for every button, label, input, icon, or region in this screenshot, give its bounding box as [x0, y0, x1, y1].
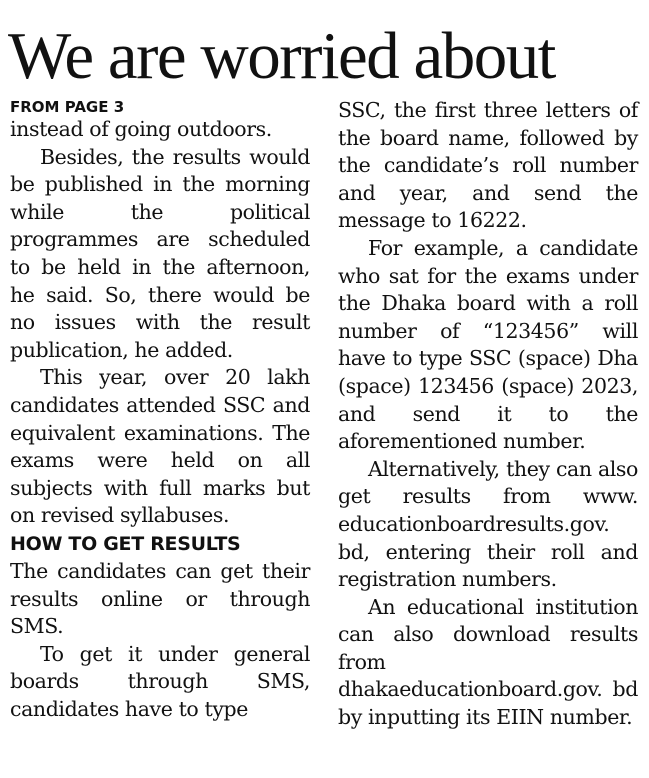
- headline: We are worried about: [8, 19, 555, 93]
- article-paragraph: This year, over 20 lakh candidates attended SSC and equivalent examinations. The exams were held on all subjects with full marks but on revised syllabuses.: [10, 365, 310, 528]
- article-paragraph: An educational institution can also download results from dhakaeducationboard.gov. bd by inputting its EIIN number.: [338, 594, 638, 730]
- article-paragraph: Alternatively, they can also get results from www. educationboardresults.gov. bd, entering their roll and registration numbers.: [338, 456, 638, 592]
- article-paragraph: The candidates can get their results online or through SMS.: [10, 558, 310, 639]
- article-paragraph: For example, a candidate who sat for the exams under the Dhaka board with a roll number of “123456” will have to type SSC (space) Dha (space) 123456 (space) 2023, and send it to the aforementioned number.: [338, 235, 638, 454]
- continued-from-kicker: FROM PAGE 3: [10, 98, 125, 116]
- article-paragraph: To get it under general boards through SMS, candidates have to type: [10, 641, 310, 721]
- article-paragraph: instead of going outdoors.: [10, 117, 272, 141]
- article-paragraph: SSC, the first three letters of the board name, followed by the candidate’s roll number and year, and send the message to 16222.: [338, 98, 638, 233]
- left-column: [10, 96, 310, 723]
- section-subhead: HOW TO GET RESULTS: [10, 532, 241, 555]
- right-column: [338, 97, 638, 732]
- article-paragraph: Besides, the results would be published in the morning while the political programmes are scheduled to be held in the afternoon, he said. So, there would be no issues with the result publication, he added.: [10, 144, 310, 362]
